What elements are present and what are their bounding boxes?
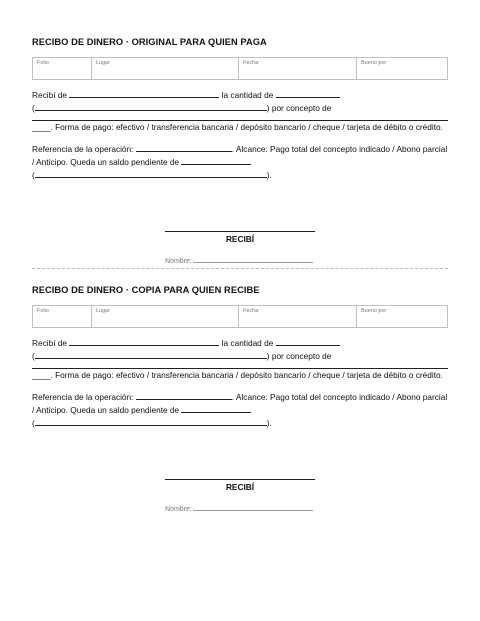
payment-method-text: ____. Forma de pago: efectivo / transferencia bancaria / depósito bancario / cheque / tarjeta de débito o crédito. — [32, 370, 443, 380]
balance-words-blank[interactable] — [35, 416, 267, 426]
bueno-por-field[interactable] — [357, 58, 447, 79]
folio-field[interactable] — [33, 306, 92, 327]
amount-label: la cantidad de — [219, 90, 276, 100]
balance-words-blank[interactable] — [35, 168, 267, 178]
lugar-field[interactable] — [92, 58, 239, 79]
scope-text: . Alcance: Pago total del concepto indicado / Abono parcial / Anticipo. Queda un saldo pendiente de — [32, 144, 448, 167]
amount-words-blank[interactable] — [35, 349, 267, 359]
name-row — [165, 255, 313, 265]
folio-field[interactable] — [33, 58, 92, 79]
folio-label: Folio — [37, 60, 49, 66]
reference-blank[interactable] — [136, 390, 232, 400]
bueno-por-field[interactable] — [357, 306, 447, 327]
name-blank[interactable] — [193, 503, 313, 511]
received-from-label: Recibí de — [32, 338, 70, 348]
reference-blank[interactable] — [136, 142, 232, 152]
paren-open: ( — [32, 103, 35, 113]
amount-blank[interactable] — [276, 336, 340, 346]
lugar-field[interactable] — [92, 306, 239, 327]
received-from-line — [32, 88, 448, 101]
cut-line — [32, 268, 448, 269]
fecha-label: Fecha — [243, 60, 259, 66]
amount-label: la cantidad de — [219, 338, 276, 348]
bueno-por-label: Bueno por — [361, 60, 387, 66]
payer-blank[interactable] — [69, 88, 219, 98]
signature-line[interactable] — [165, 231, 315, 232]
amount-blank[interactable] — [276, 88, 340, 98]
fecha-label: Fecha — [243, 308, 259, 314]
fecha-field[interactable] — [239, 306, 357, 327]
received-from-line — [32, 336, 448, 349]
paren-open: ( — [32, 418, 35, 428]
receipt-title: RECIBO DE DINERO · COPIA PARA QUIEN RECIBE — [32, 285, 260, 295]
folio-label: Folio — [37, 308, 49, 314]
concept-label: ) por concepto de — [266, 351, 332, 361]
signature-block — [165, 231, 315, 265]
signature-label: RECIBÍ — [225, 482, 255, 492]
signature-line[interactable] — [165, 479, 315, 480]
payment-method-text: ____. Forma de pago: efectivo / transferencia bancaria / depósito bancario / cheque / tarjeta de débito o crédito. — [32, 122, 443, 132]
received-from-label: Recibí de — [32, 90, 70, 100]
fecha-field[interactable] — [239, 58, 357, 79]
name-label: Nombre: — [165, 258, 192, 265]
bueno-por-label: Bueno por — [361, 308, 387, 314]
lugar-label: Lugar — [96, 308, 111, 314]
receipt-title: RECIBO DE DINERO · ORIGINAL PARA QUIEN PAGA — [32, 37, 267, 47]
signature-label: RECIBÍ — [225, 234, 255, 244]
lugar-label: Lugar — [96, 60, 111, 66]
amount-words-line — [32, 101, 448, 114]
payer-blank[interactable] — [69, 336, 219, 346]
concept-label: ) por concepto de — [266, 103, 332, 113]
reference-label: Referencia de la operación: — [32, 392, 136, 402]
signature-block — [165, 479, 315, 513]
name-label: Nombre: — [165, 506, 192, 513]
name-blank[interactable] — [193, 255, 313, 263]
reference-label: Referencia de la operación: — [32, 144, 136, 154]
paren-close: ). — [266, 418, 272, 428]
balance-blank[interactable] — [181, 403, 251, 413]
name-row — [165, 503, 313, 513]
receipt-original — [32, 37, 448, 265]
balance-blank[interactable] — [181, 155, 251, 165]
receipt-header-fields — [32, 57, 448, 80]
reference-text — [32, 390, 448, 429]
receipt-copy — [32, 285, 448, 513]
paren-open: ( — [32, 170, 35, 180]
receipt-header-fields — [32, 305, 448, 328]
paren-open: ( — [32, 351, 35, 361]
scope-text: . Alcance: Pago total del concepto indicado / Abono parcial / Anticipo. Queda un saldo pendiente de — [32, 392, 448, 415]
reference-text — [32, 142, 448, 181]
amount-words-line — [32, 349, 448, 362]
paren-close: ). — [266, 170, 272, 180]
amount-words-blank[interactable] — [35, 101, 267, 111]
